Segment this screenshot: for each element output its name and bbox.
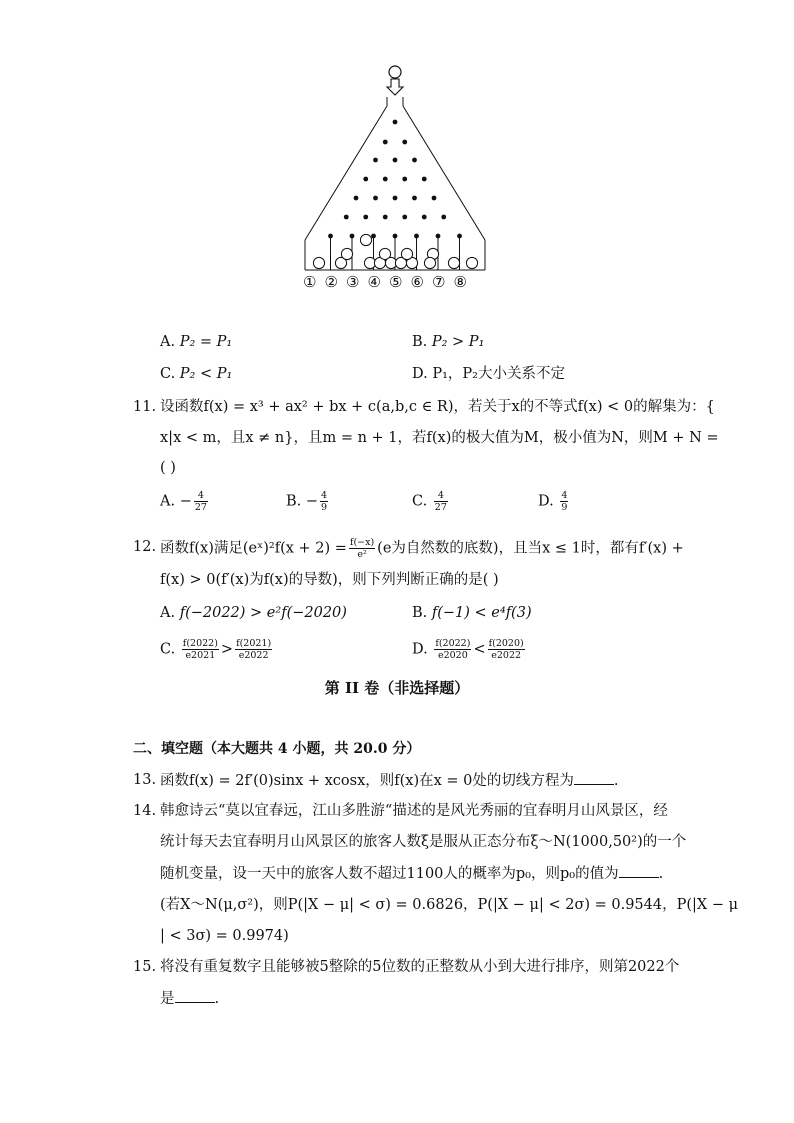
fraction: $\frac{4}{27}$ [194, 490, 207, 513]
q14-line-3 [160, 863, 663, 884]
bin-label: ⑤ [389, 273, 403, 291]
bin-label: ⑥ [410, 273, 424, 291]
ball [466, 257, 477, 268]
peg [412, 196, 417, 201]
q12-option-d[interactable] [412, 638, 527, 661]
fraction: $\frac{f(-x)}{\text{e²}}$ [349, 537, 375, 560]
peg [432, 196, 437, 201]
bin-label: ③ [346, 273, 360, 291]
option-letter: A. [160, 605, 176, 621]
option-letter: A. [160, 334, 176, 350]
option-text: P₂ > P₁ [431, 334, 485, 350]
q12-option-a[interactable] [160, 603, 347, 623]
q11-option-d[interactable] [538, 490, 570, 513]
option-text: P₂ < P₁ [179, 366, 233, 382]
q11-line-1: 设函数f(x) = x³ + ax² + bx + c(a,b,c ∈ R)，若关于x的不等式f(x) < 0的解集为：{ [160, 399, 715, 415]
bin-label: ⑦ [432, 273, 446, 291]
question-number: 11. [133, 399, 157, 415]
option-letter: C. [160, 641, 176, 658]
q10-option-b[interactable] [412, 332, 484, 352]
q12-option-b[interactable] [412, 603, 532, 623]
peg [402, 177, 407, 182]
peg [393, 196, 398, 201]
peg [393, 158, 398, 163]
peg [402, 140, 407, 145]
fraction: $\frac{f(2020)}{e2022}$ [488, 638, 524, 661]
peg [373, 158, 378, 163]
q15-line-2 [160, 988, 219, 1009]
fraction: $\frac{f(2022)}{e2020}$ [435, 638, 471, 661]
question-number: 13. [133, 772, 157, 788]
question-number: 12. [133, 539, 157, 555]
bin-label: ④ [367, 273, 381, 291]
text-segment: 随机变量，设一天中的旅客人数不超过1100人的概率为p₀，则p₀的值为 [160, 866, 619, 882]
answer-blank[interactable] [619, 863, 659, 878]
q11-line-3: ( ) [160, 460, 176, 476]
text-segment: 是 [160, 991, 175, 1007]
option-text: P₂ = P₁ [179, 334, 233, 350]
q11-option-b[interactable] [286, 490, 330, 513]
q11-option-c[interactable] [412, 490, 450, 513]
option-letter: C. [160, 366, 176, 382]
minus-sign: − [179, 493, 192, 510]
q14-line-4: (若X～N(μ,σ²)，则P(|X − μ| < σ) = 0.6826，P(|X − μ| < 2σ) = 0.9544，P(|X − μ [160, 897, 739, 913]
peg [412, 158, 417, 163]
option-letter: D. [538, 493, 554, 510]
bin-label: ⑧ [453, 273, 467, 291]
ball [313, 257, 324, 268]
option-letter: B. [412, 334, 428, 350]
down-arrow-icon [387, 79, 403, 95]
fraction: $\frac{f(2022)}{e2021}$ [182, 638, 218, 661]
text-segment: 函数f(x) = 2f′(0)sinx + xcosx，则f(x)在x = 0处的切线方程为 [160, 773, 574, 789]
minus-sign: − [305, 493, 319, 510]
text-segment: 函数f(x)满足(eˣ)²f(x + 2) = [160, 540, 347, 557]
operator: < [473, 641, 486, 658]
option-text: P₁，P₂大小关系不定 [432, 366, 565, 382]
bin-labels [303, 273, 488, 293]
top-ball [389, 66, 401, 78]
fraction: $\frac{f(2021)}{e2022}$ [236, 638, 272, 661]
question-number: 15. [133, 959, 157, 975]
q11-line-2: x|x < m，且x ≠ n}，且m = n + 1，若f(x)的极大值为M，极小值为N，则M + N = [160, 430, 719, 446]
peg [344, 215, 349, 220]
peg [383, 215, 388, 220]
q14-line-5: | < 3σ) = 0.9974) [160, 928, 289, 944]
q10-option-c[interactable] [160, 364, 232, 384]
q11-option-a[interactable] [160, 490, 210, 513]
peg [354, 196, 359, 201]
q13-line [160, 770, 619, 791]
section-heading: 二、填空题（本大题共 4 小题，共 20.0 分） [133, 741, 421, 757]
q12-line-2: f(x) > 0(f′(x)为f(x)的导数)，则下列判断正确的是( ) [160, 572, 499, 588]
ball [448, 257, 459, 268]
galton-board-figure [290, 62, 500, 298]
ball [341, 248, 352, 259]
bin-label: ② [324, 273, 338, 291]
option-letter: A. [160, 493, 176, 510]
question-number: 14. [133, 803, 157, 819]
peg [422, 215, 427, 220]
option-letter: D. [412, 366, 428, 382]
fraction: $\frac{4}{27}$ [434, 490, 447, 513]
peg [383, 140, 388, 145]
answer-blank[interactable] [574, 770, 614, 785]
bin-label: ① [303, 273, 317, 291]
ball [360, 234, 371, 245]
q12-option-c[interactable] [160, 638, 274, 661]
peg [383, 177, 388, 182]
option-letter: B. [286, 493, 302, 510]
q10-option-a[interactable] [160, 332, 232, 352]
option-letter: C. [412, 493, 428, 510]
option-letter: B. [412, 605, 428, 621]
q14-line-1: 韩愈诗云“莫以宜春远，江山多胜游“描述的是风光秀丽的宜春明月山风景区，经 [160, 803, 668, 819]
operator: > [220, 641, 234, 658]
q15-line-1: 将没有重复数字且能够被5整除的5位数的正整数从小到大进行排序，则第2022个 [160, 959, 680, 975]
text-segment: . [214, 991, 220, 1007]
peg [363, 215, 368, 220]
q12-line-1 [160, 537, 684, 560]
peg [402, 215, 407, 220]
text-segment: . [658, 866, 664, 882]
peg [363, 177, 368, 182]
option-letter: D. [412, 641, 428, 658]
fraction: $\frac{4}{9}$ [321, 490, 328, 513]
answer-blank[interactable] [175, 988, 215, 1003]
option-text: f(−1) < e⁴f(3) [431, 605, 532, 621]
ball [424, 257, 435, 268]
peg-grid [344, 120, 446, 220]
peg [393, 120, 398, 125]
q14-line-2: 统计每天去宜春明月山风景区的旅客人数ξ是服从正态分布ξ～N(1000,50²)的一个 [160, 834, 687, 850]
part-title: 第 II 卷（非选择题） [324, 679, 470, 697]
text-segment: . [613, 773, 619, 789]
peg [441, 215, 446, 220]
peg [373, 196, 378, 201]
text-segment: (e为自然数的底数)，且当x ≤ 1时，都有f′(x) + [377, 540, 684, 557]
ball [401, 248, 412, 259]
option-text: f(−2022) > e²f(−2020) [179, 605, 347, 621]
q10-option-d[interactable] [412, 364, 565, 384]
peg [422, 177, 427, 182]
fraction: $\frac{4}{9}$ [561, 490, 568, 513]
